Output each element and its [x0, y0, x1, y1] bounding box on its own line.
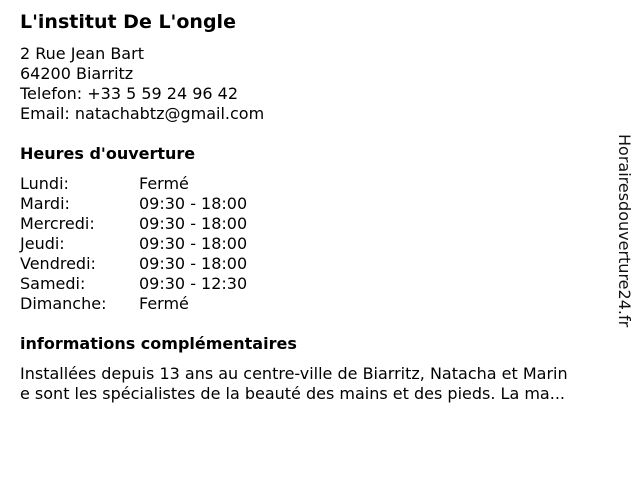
hours-day: Mercredi:: [20, 214, 95, 233]
info-text-line: e sont les spécialistes de la beauté des mains et des pieds. La ma...: [20, 384, 565, 403]
business-name: L'institut De L'ongle: [20, 11, 236, 33]
hours-row-friday: [20, 254, 247, 274]
hours-day: Samedi:: [20, 274, 86, 293]
hours-time: 09:30 - 18:00: [139, 214, 248, 233]
hours-day: Vendredi:: [20, 254, 96, 273]
hours-time: 09:30 - 18:00: [139, 194, 248, 213]
site-watermark: Horairesdouverture24.fr: [615, 134, 634, 328]
hours-time: Fermé: [139, 294, 189, 313]
hours-row-sunday: [20, 294, 247, 314]
hours-time: Fermé: [139, 174, 189, 193]
opening-hours-heading: Heures d'ouverture: [20, 144, 196, 163]
hours-time: 09:30 - 18:00: [139, 234, 248, 253]
hours-day: Jeudi:: [20, 234, 65, 253]
city-postal: 64200 Biarritz: [20, 64, 134, 83]
info-text-line: Installées depuis 13 ans au centre-ville de Biarritz, Natacha et Marin: [20, 364, 568, 383]
hours-row-saturday: [20, 274, 247, 294]
hours-day: Dimanche:: [20, 294, 107, 313]
hours-row-monday: [20, 174, 247, 194]
email-address: Email: natachabtz@gmail.com: [20, 104, 265, 123]
hours-time: 09:30 - 18:00: [139, 254, 248, 273]
phone-number: Telefon: +33 5 59 24 96 42: [20, 84, 239, 103]
additional-info-heading: informations complémentaires: [20, 334, 297, 353]
opening-hours-list: [20, 174, 247, 314]
hours-day: Lundi:: [20, 174, 69, 193]
street-address: 2 Rue Jean Bart: [20, 44, 144, 63]
hours-row-tuesday: [20, 194, 247, 214]
address-block: [20, 44, 264, 124]
hours-row-wednesday: [20, 214, 247, 234]
hours-time: 09:30 - 12:30: [139, 274, 248, 293]
hours-row-thursday: [20, 234, 247, 254]
additional-info-text: [20, 364, 620, 404]
hours-day: Mardi:: [20, 194, 70, 213]
